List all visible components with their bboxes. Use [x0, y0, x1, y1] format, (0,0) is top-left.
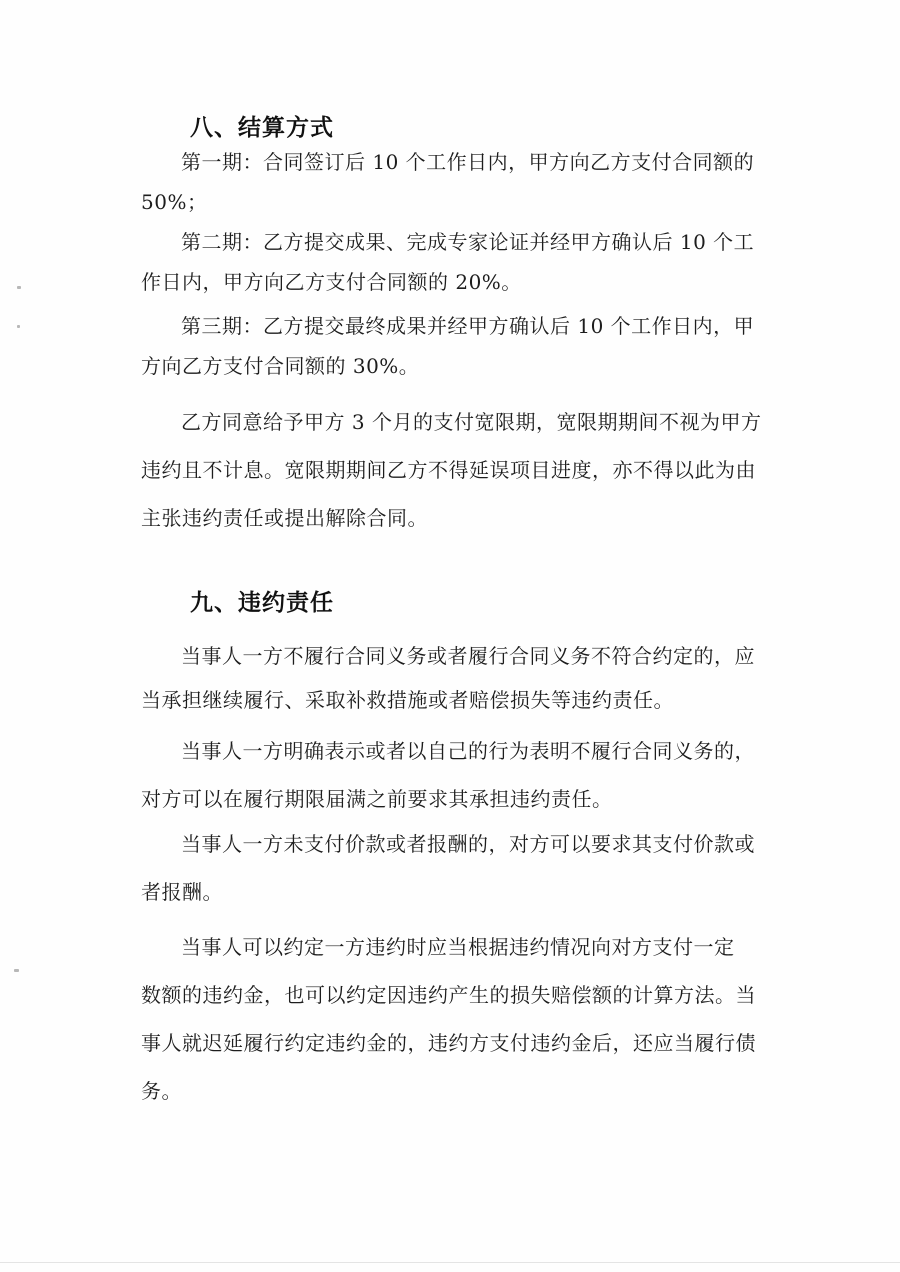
paragraph-liability-3: [141, 820, 771, 916]
paragraph-line: 违约且不计息。宽限期期间乙方不得延误项目进度，亦不得以此为由: [141, 458, 756, 482]
paragraph-line: 第一期：合同签订后 10 个工作日内，甲方向乙方支付合同额的: [181, 150, 755, 174]
scan-bottom-edge: [0, 1262, 900, 1263]
paragraph-line: 第二期：乙方提交成果、完成专家论证并经甲方确认后 10 个工: [181, 230, 755, 254]
paragraph-liability-2: [141, 727, 771, 823]
paragraph-line: 务。: [141, 1079, 182, 1103]
paragraph-line: 当事人一方明确表示或者以自己的行为表明不履行合同义务的，: [181, 739, 755, 763]
paragraph-phase-3: [141, 306, 771, 386]
section-8-heading: 八、结算方式: [190, 115, 334, 141]
section-9-heading: 九、违约责任: [190, 590, 334, 616]
section-9-body: [141, 923, 771, 1115]
paragraph-line: 事人就迟延履行约定违约金的，违约方支付违约金后，还应当履行债: [141, 1031, 756, 1055]
paragraph-liability-1: [141, 634, 771, 722]
section-9-body: [141, 727, 771, 823]
scan-speck: [17, 325, 20, 328]
paragraph-line: 数额的违约金，也可以约定因违约产生的损失赔偿额的计算方法。当: [141, 983, 756, 1007]
section-9-body: [141, 634, 771, 722]
paragraph-line: 第三期：乙方提交最终成果并经甲方确认后 10 个工作日内，甲: [181, 314, 755, 338]
section-8-body: [141, 222, 771, 302]
paragraph-line: 乙方同意给予甲方 3 个月的支付宽限期，宽限期期间不视为甲方: [181, 410, 762, 434]
section-8-body: [141, 306, 771, 386]
paragraph-phase-2: [141, 222, 771, 302]
paragraph-grace-period: [141, 398, 771, 542]
section-8-body: [141, 398, 771, 542]
paragraph-line: 50%；: [141, 190, 208, 214]
paragraph-phase-1: [141, 142, 771, 222]
paragraph-line: 方向乙方支付合同额的 30%。: [141, 354, 420, 378]
scan-speck: [17, 286, 21, 289]
paragraph-line: 当承担继续履行、采取补救措施或者赔偿损失等违约责任。: [141, 688, 674, 712]
paragraph-liability-4: [141, 923, 771, 1115]
paragraph-line: 对方可以在履行期限届满之前要求其承担违约责任。: [141, 787, 613, 811]
paragraph-line: 当事人一方未支付价款或者报酬的，对方可以要求其支付价款或: [181, 832, 755, 856]
paragraph-line: 当事人可以约定一方违约时应当根据违约情况向对方支付一定: [181, 935, 735, 959]
paragraph-line: 主张违约责任或提出解除合同。: [141, 506, 428, 530]
section-9-body: [141, 820, 771, 916]
section-8-body: [141, 142, 771, 222]
paragraph-line: 当事人一方不履行合同义务或者履行合同义务不符合约定的，应: [181, 644, 755, 668]
scan-speck: [14, 969, 19, 972]
paragraph-line: 作日内，甲方向乙方支付合同额的 20%。: [141, 270, 522, 294]
paragraph-line: 者报酬。: [141, 880, 223, 904]
